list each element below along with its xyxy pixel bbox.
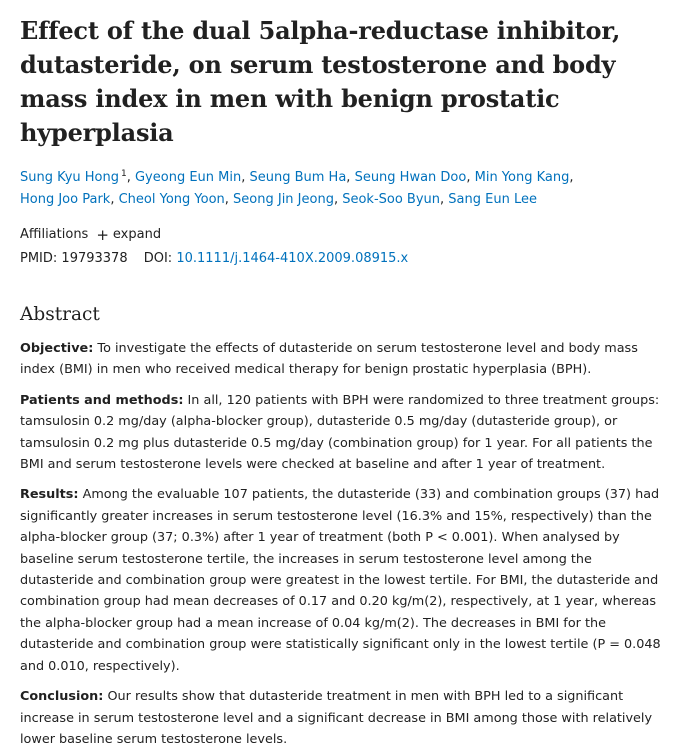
author-link[interactable]: Gyeong Eun Min bbox=[134, 170, 242, 185]
author-separator: , bbox=[466, 170, 475, 185]
section-text: Among the evaluable 107 patients, the dutasteride (33) and combination groups (37) had significantly greater increases in serum testosterone level (16.3% and 15%, respectively) than the alpha-blocker group (37; 0.3%) after 1 year of treatment (both P < 0.001). When analysed by baseline serum testosterone tertile, the increases in serum testosterone level among the dutasteride and combination group were greatest in the lowest tertile. For BMI, the dutasteride and combination group had mean decreases of 0.17 and 0.20 kg/m(2), respectively, at 1 year, whereas the alpha-blocker group had a mean increase of 0.04 kg/m(2). The decreases in BMI for the dutasteride and combination group were statistically significant only in the lowest tertile (P = 0.048 and 0.010, respectively). bbox=[20, 487, 661, 674]
section-text: Our results show that dutasteride treatment in men with BPH led to a significant increase in serum testosterone level and a significant decrease in BMI among those with relatively lower baseline serum testosterone levels. bbox=[20, 689, 653, 747]
pmid-label: PMID: bbox=[20, 251, 58, 266]
author-separator: , bbox=[110, 192, 119, 207]
author-link[interactable]: Seung Hwan Doo bbox=[354, 170, 467, 185]
section-label: Conclusion: bbox=[20, 689, 104, 705]
affiliations-label: Affiliations bbox=[20, 227, 89, 242]
affiliation-number[interactable]: 1 bbox=[120, 168, 127, 179]
author-link[interactable]: Seok-Soo Byun bbox=[342, 192, 441, 207]
section-label: Patients and methods: bbox=[20, 392, 184, 408]
abstract-results bbox=[20, 484, 664, 677]
expand-label: expand bbox=[112, 227, 162, 242]
article-title: Effect of the dual 5alpha-reductase inhibitor, dutasteride, on serum testosterone and body mass index in men with benign prostatic hyperplasia bbox=[20, 16, 621, 147]
affiliations-row bbox=[20, 225, 664, 245]
identifiers-row bbox=[20, 249, 664, 269]
author-list bbox=[20, 167, 664, 211]
abstract-patients-methods bbox=[20, 390, 664, 476]
author-link[interactable]: Seong Jin Jeong bbox=[233, 192, 334, 207]
abstract-objective bbox=[20, 338, 664, 381]
author-separator: , bbox=[346, 170, 355, 185]
author-link[interactable]: Sung Kyu Hong bbox=[20, 170, 119, 185]
author-link[interactable]: Cheol Yong Yoon bbox=[118, 192, 225, 207]
section-label: Objective: bbox=[20, 341, 94, 356]
section-text: In all, 120 patients with BPH were randomized to three treatment groups: tamsulosin 0.2 mg/day (alpha-blocker group), dutasteride 0.5 mg/day (dutasteride group), or tamsulosin 0.2 mg plus dutasteride 0.5 mg/day (combination group) for 1 year. For all patients the BMI and serum testosterone levels were checked at baseline and after 1 year of treatment. bbox=[20, 392, 660, 473]
author-link[interactable]: Seung Bum Ha bbox=[249, 170, 347, 185]
pmid-value: 19793378 bbox=[61, 251, 128, 266]
plus-icon: + bbox=[96, 225, 109, 244]
abstract-heading: Abstract bbox=[20, 304, 100, 325]
author-separator: , bbox=[333, 192, 343, 207]
author-separator: , bbox=[241, 170, 250, 185]
author-separator: , bbox=[126, 170, 135, 185]
author-separator: , bbox=[569, 170, 574, 185]
author-link[interactable]: Sang Eun Lee bbox=[448, 192, 537, 207]
abstract-conclusion bbox=[20, 686, 664, 750]
author-link[interactable]: Min Yong Kang bbox=[474, 170, 570, 185]
author-link[interactable]: Hong Joo Park bbox=[20, 192, 111, 207]
section-text: To investigate the effects of dutasteride on serum testosterone level and body mass index (BMI) in men who received medical therapy for benign prostatic hyperplasia (BPH). bbox=[20, 341, 638, 378]
author-separator: , bbox=[224, 192, 234, 207]
affiliations-expand-button[interactable] bbox=[96, 225, 161, 245]
doi-link[interactable]: 10.1111/j.1464-410X.2009.08915.x bbox=[176, 251, 409, 266]
section-label: Results: bbox=[20, 487, 79, 503]
author-separator: , bbox=[440, 192, 449, 207]
doi-label: DOI: bbox=[143, 251, 173, 266]
